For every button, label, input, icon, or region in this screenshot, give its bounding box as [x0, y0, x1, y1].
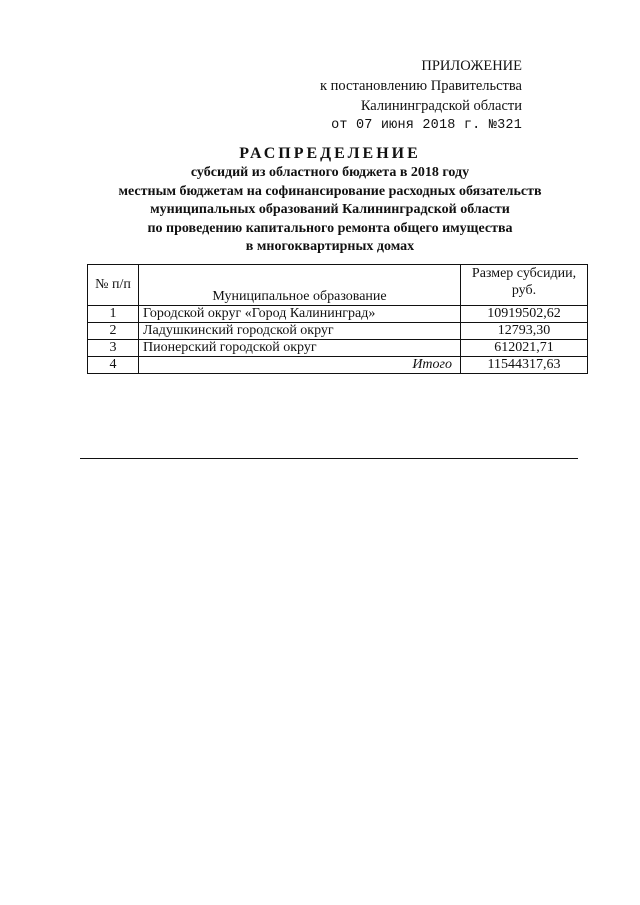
title-main: РАСПРЕДЕЛЕНИЕ: [239, 145, 421, 162]
title-line-2: местным бюджетам на софинансирование расходных обязательств: [118, 183, 542, 199]
table-row: [88, 340, 588, 357]
region-line: Калининградской области: [360, 98, 522, 114]
row-num: 2: [88, 323, 139, 340]
total-num: 4: [88, 357, 139, 374]
table-header-row: [88, 265, 588, 306]
title-line-3: муниципальных образований Калининградской области: [150, 202, 510, 218]
appendix-header: [320, 56, 522, 136]
document-title: [40, 144, 620, 257]
title-line-4: по проведению капитального ремонта общего имущества: [147, 220, 513, 236]
row-municipality: Пионерский городской округ: [139, 340, 461, 357]
row-amount: 10919502,62: [461, 306, 588, 323]
closing-rule: [80, 458, 578, 459]
row-amount: 12793,30: [461, 323, 588, 340]
appendix-label: ПРИЛОЖЕНИЕ: [421, 58, 522, 74]
date-number-line: от 07 июня 2018 г. №321: [331, 118, 522, 133]
header-municipality: Муниципальное образование: [139, 265, 461, 306]
row-num: 3: [88, 340, 139, 357]
table-total-row: [88, 357, 588, 374]
total-label: Итого: [139, 357, 461, 374]
row-municipality: Ладушкинский городской округ: [139, 323, 461, 340]
table-row: [88, 323, 588, 340]
title-line-5: в многоквартирных домах: [245, 239, 415, 255]
header-amount: Размер субсидии, руб.: [461, 265, 588, 306]
header-num: № п/п: [88, 265, 139, 306]
total-amount: 11544317,63: [461, 357, 588, 374]
row-amount: 612021,71: [461, 340, 588, 357]
row-num: 1: [88, 306, 139, 323]
subsidy-table: [87, 264, 588, 374]
resolution-line: к постановлению Правительства: [320, 78, 522, 94]
table-row: [88, 306, 588, 323]
row-municipality: Городской округ «Город Калининград»: [139, 306, 461, 323]
title-line-1: субсидий из областного бюджета в 2018 году: [190, 165, 470, 180]
